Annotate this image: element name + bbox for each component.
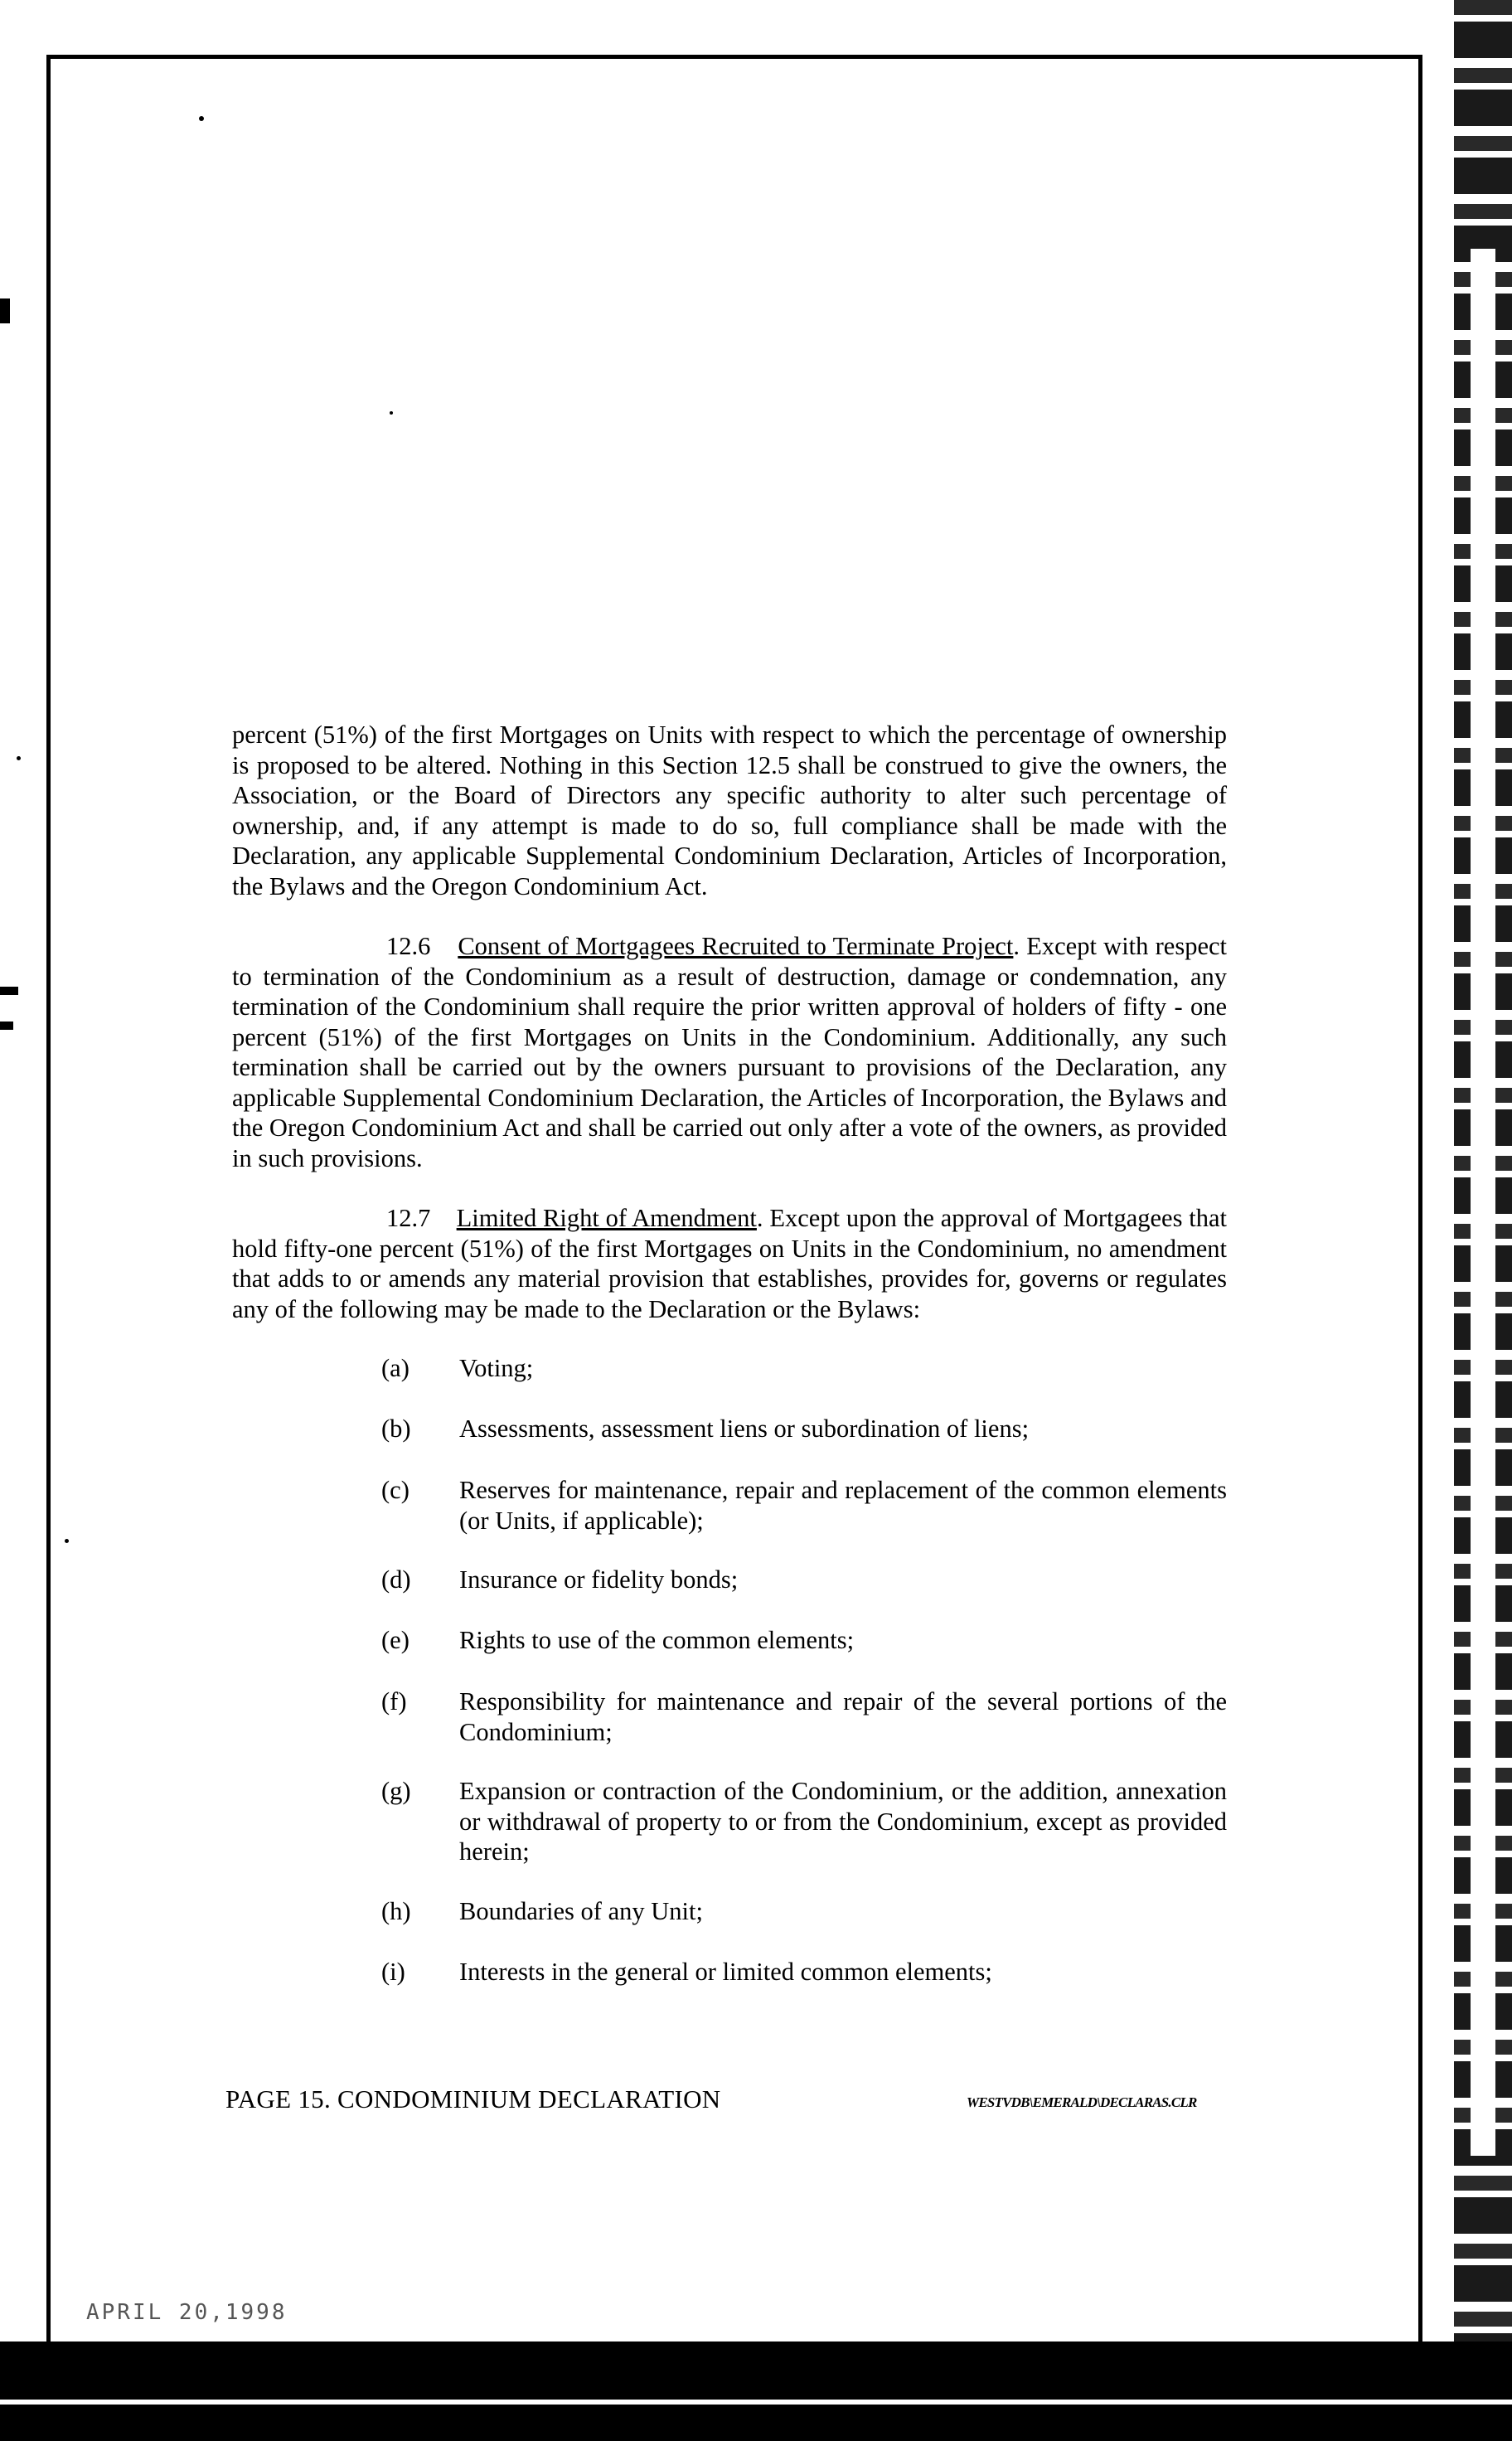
scan-mark — [0, 1022, 13, 1030]
scan-mark — [0, 298, 10, 323]
scan-speck — [65, 1539, 69, 1543]
list-item-label: (i) — [381, 1958, 405, 1986]
scan-edge-bottom-line — [0, 2400, 1512, 2405]
section-body: . Except upon the approval of Mortgagees that hold fifty-one percent (51%) of the first Mortgages on Units in the Condominium, no amendment that adds to or amends any material provision that establishes, provides for, governs or regulates any of the following may be made to the Declaration or the Bylaws: — [232, 1204, 1227, 1323]
list-item-text: Expansion or contraction of the Condominium, or the addition, annexation or withdrawal of property to or from the Condominium, except as provided herein; — [459, 1777, 1227, 1866]
list-item-label: (b) — [381, 1415, 411, 1443]
scan-edge-right-gap — [1471, 249, 1495, 2156]
list-item-label: (g) — [381, 1777, 411, 1805]
paragraph-continuation: percent (51%) of the first Mortgages on Units with respect to which the percentage of ownership is proposed to be altered. Nothing in this Section 12.5 shall be construed to give the owners, the Association, or the Board of Directors any specific authority to alter such percentage of ownership, and, if any attempt is made to do so, full compliance shall be made with the Declaration, any applicable Supplemental Condominium Declaration, Articles of Incorporation, the Bylaws and the Oregon Condominium Act. — [232, 721, 1227, 900]
list-item-text: Assessments, assessment liens or subordination of liens; — [459, 1415, 1030, 1443]
scan-speck — [17, 756, 21, 760]
date-stamp: APRIL 20,1998 — [86, 2300, 288, 2325]
list-item-label: (d) — [381, 1565, 411, 1594]
section-12-7 — [232, 1203, 1227, 1324]
section-12-6 — [232, 931, 1227, 1173]
list-item-text: Insurance or fidelity bonds; — [459, 1565, 739, 1594]
section-title: Consent of Mortgagees Recruited to Terminate Project — [458, 932, 1014, 960]
section-title: Limited Right of Amendment — [456, 1204, 757, 1232]
list-item-label: (e) — [381, 1626, 410, 1654]
list-item-text: Voting; — [459, 1354, 534, 1382]
scan-speck — [390, 411, 393, 415]
list-item-label: (c) — [381, 1476, 410, 1504]
list-item-text: Boundaries of any Unit; — [459, 1897, 703, 1925]
scan-mark — [0, 987, 18, 995]
list-item-text: Reserves for maintenance, repair and replacement of the common elements (or Units, if applicable); — [459, 1476, 1227, 1535]
scan-speck — [199, 116, 204, 121]
list-item-text: Responsibility for maintenance and repair of the several portions of the Condominium; — [459, 1687, 1227, 1746]
section-number: 12.7 — [386, 1204, 431, 1232]
list-item-label: (h) — [381, 1897, 411, 1925]
list-item-label: (a) — [381, 1354, 410, 1382]
list-item-text: Interests in the general or limited common elements; — [459, 1958, 992, 1986]
list-item-text: Rights to use of the common elements; — [459, 1626, 855, 1654]
document-body — [232, 720, 1227, 1324]
page-footer-title: PAGE 15. CONDOMINIUM DECLARATION — [225, 2084, 721, 2113]
scan-edge-bottom — [0, 2342, 1512, 2441]
page-footer-filepath: WESTVDB\EMERALD\DECLARAS.CLR — [967, 2094, 1197, 2110]
section-body: . Except with respect to termination of the Condominium as a result of destruction, damage or condemnation, any termination of the Condominium shall require the prior written approval of holders of fifty - one percent (51%) of the first Mortgages on Units in the Condominium. Additionally, any such termination shall be carried out by the owners pursuant to provisions of the Declaration, any applicable Supplemental Condominium Declaration, the Articles of Incorporation, the Bylaws and the Oregon Condominium Act and shall be carried out only after a vote of the owners, as provided in such provisions. — [232, 932, 1227, 1172]
section-number: 12.6 — [386, 932, 431, 960]
list-item-label: (f) — [381, 1687, 407, 1715]
